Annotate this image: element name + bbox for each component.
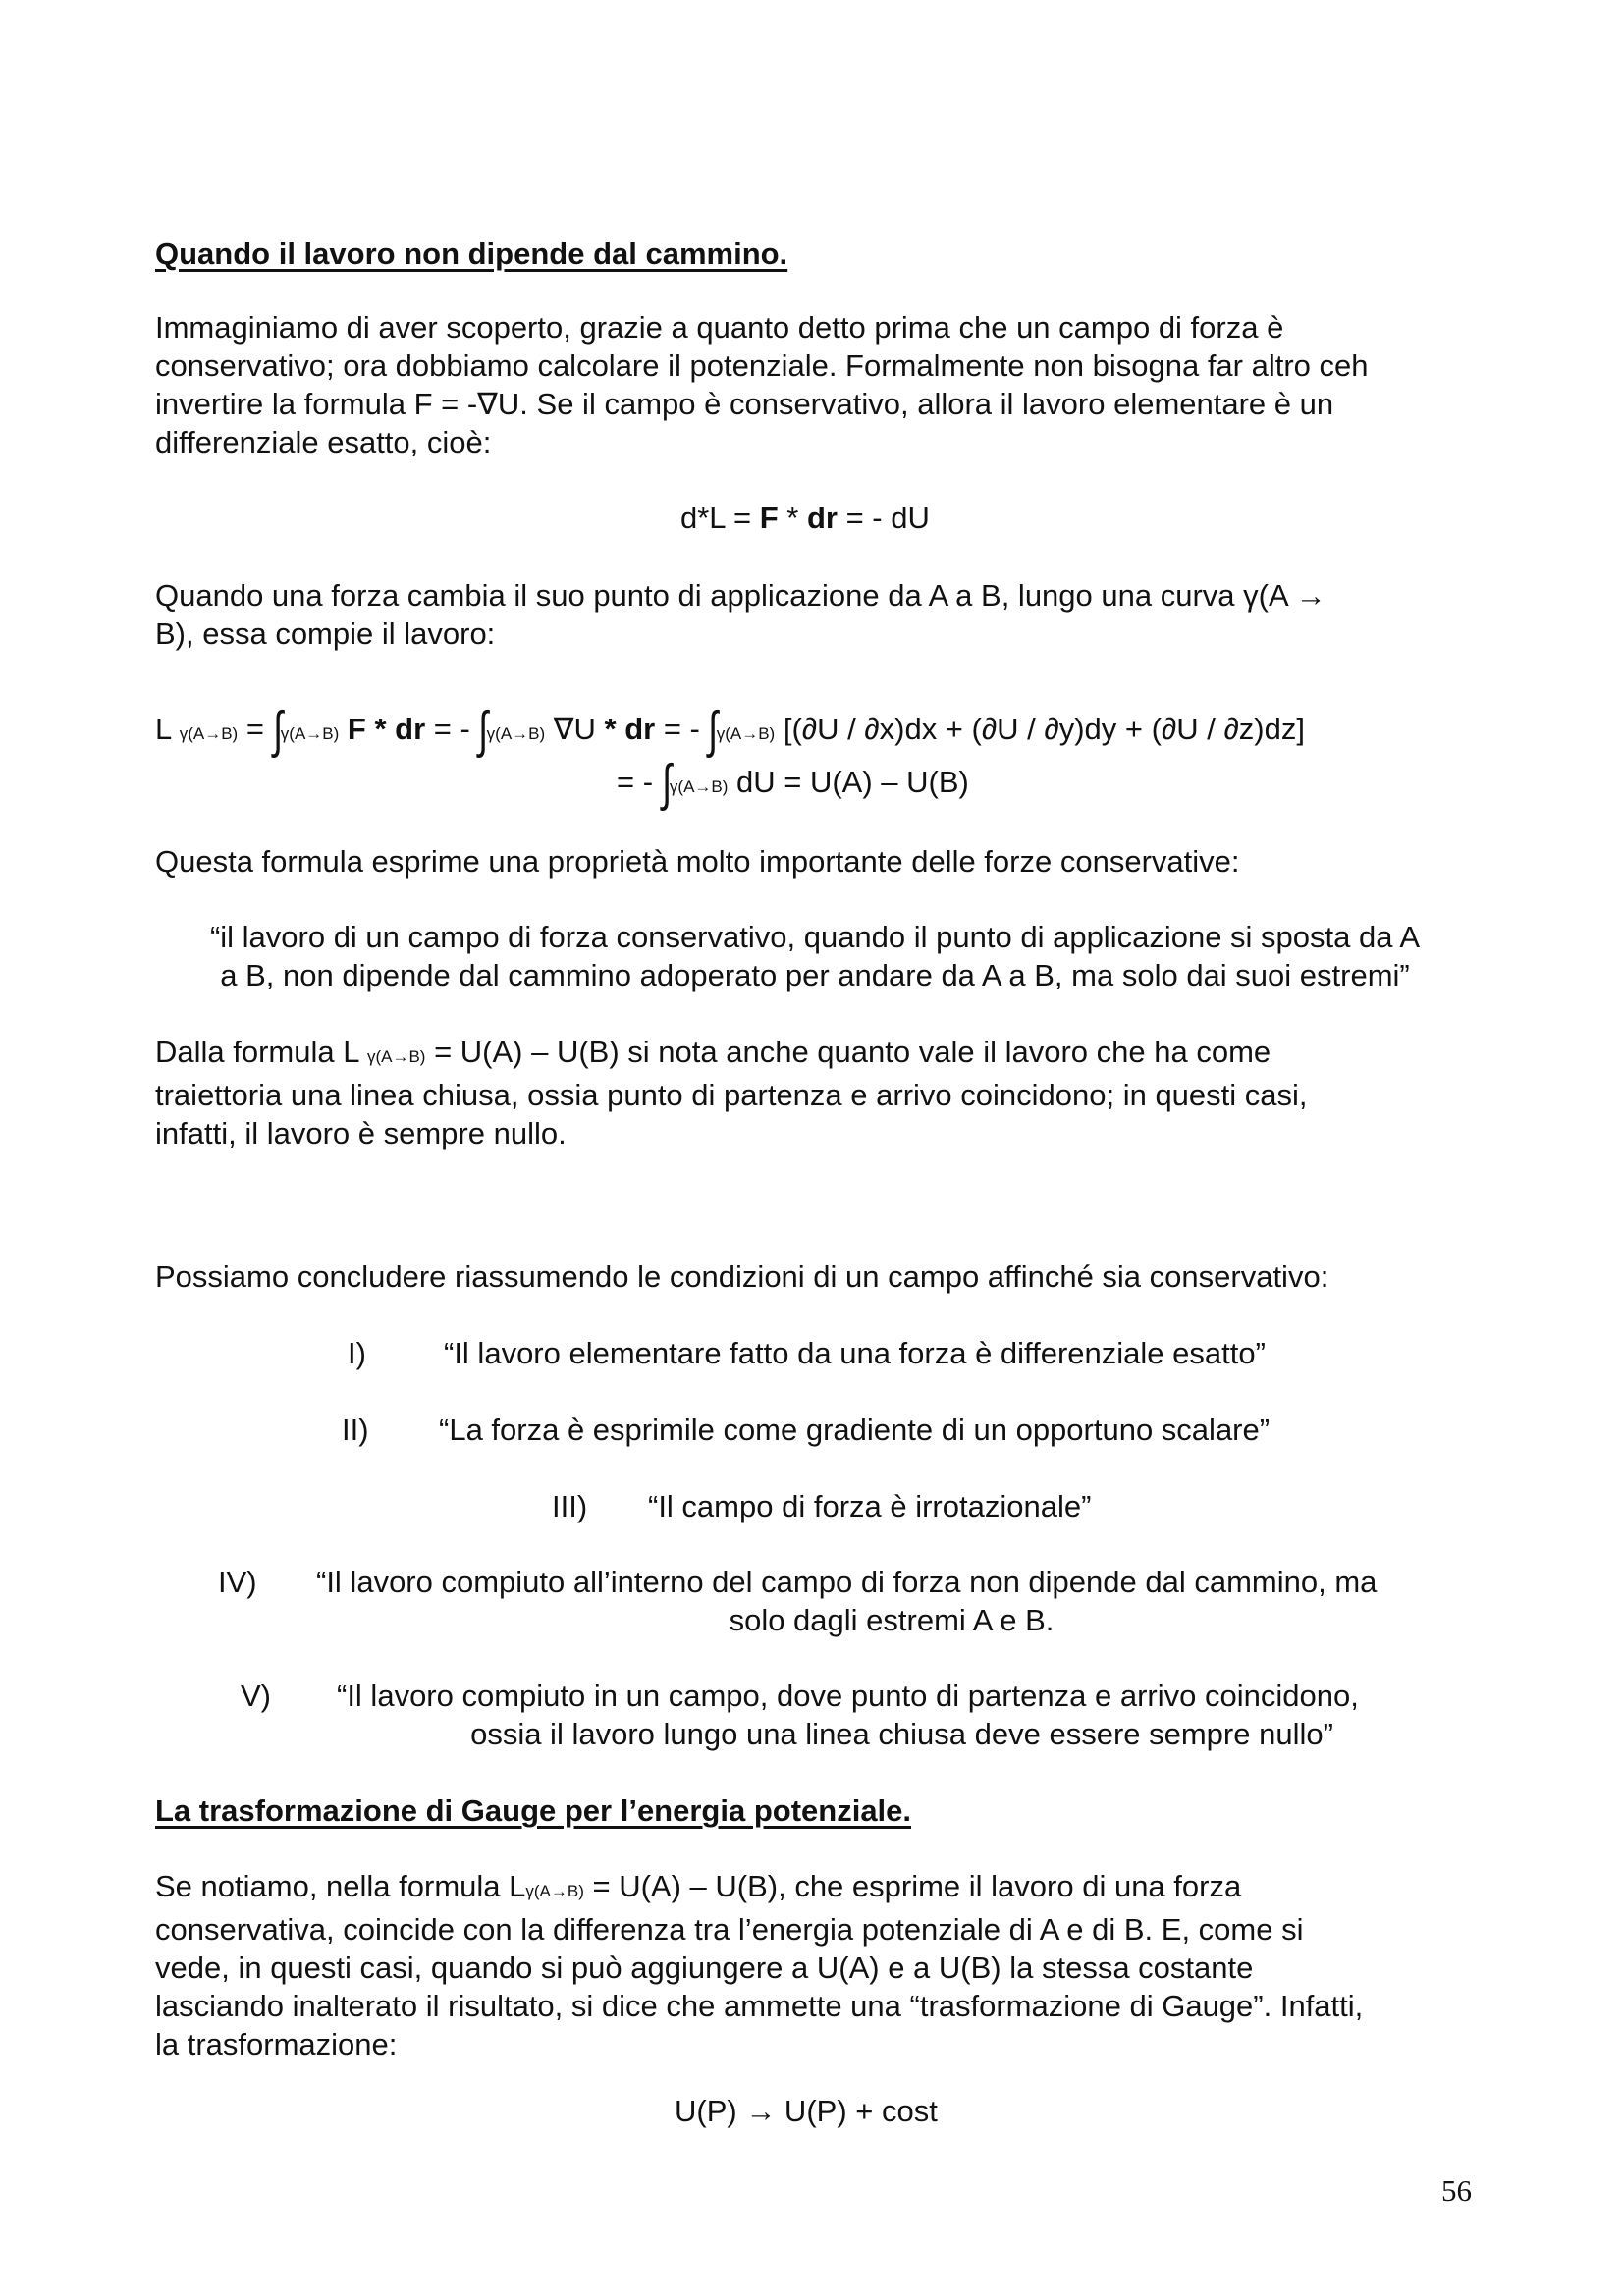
text-line: a B, non dipende dal cammino adoperato per andare da A a B, ma solo dai suoi estremi” [220, 958, 1410, 992]
equation-work-integral: L γ(A→B) = ∫γ(A→B) F * dr = - ∫γ(A→B) ∇U * dr = - ∫γ(A→B) [(∂U / ∂x)dx + (∂U / ∂y)dy + (∂U / ∂z)dz] [155, 702, 1305, 759]
condition-number: V) [241, 1679, 271, 1713]
closed-path-paragraph [155, 1033, 1476, 1152]
condition-text: “Il lavoro compiuto in un campo, dove punto di partenza e arrivo coincidono, [337, 1679, 1359, 1713]
text-line: conservativa, coincide con la differenza tra l’energia potenziale di A e di B. E, come si [155, 1912, 1304, 1947]
text-line: Se notiamo, nella formula Lγ(A→B) = U(A) – U(B), che esprime il lavoro di una forza [155, 1869, 1242, 1903]
condition-number: III) [552, 1489, 588, 1523]
text-line: lasciando inalterato il risultato, si dice che ammette una “trasformazione di Gauge”. Infatti, [155, 1989, 1364, 2023]
condition-text: “Il lavoro compiuto all’interno del campo di forza non dipende dal cammino, ma [316, 1565, 1378, 1599]
text-line: “il lavoro di un campo di forza conservativo, quando il punto di applicazione si sposta da A [209, 920, 1421, 954]
text-line: conservativo; ora dobbiamo calcolare il potenziale. Formalmente non bisogna far altro ceh [155, 348, 1369, 383]
section-heading: Quando il lavoro non dipende dal cammino. [155, 237, 788, 271]
integral-sign: ∫ [478, 702, 489, 759]
equation-gauge-transformation: U(P) → U(P) + cost [675, 2094, 938, 2128]
condition-number: I) [348, 1336, 366, 1370]
curve-paragraph [155, 576, 1476, 653]
condition-number: II) [342, 1413, 369, 1447]
condition-text-continued: solo dagli estremi A e B. [729, 1603, 1055, 1637]
text-line: Immaginiamo di aver scoperto, grazie a quanto detto prima che un campo di forza è [155, 310, 1284, 345]
text-line: Dalla formula L γ(A→B) = U(A) – U(B) si nota anche quanto vale il lavoro che ha come [155, 1035, 1271, 1069]
integral-sign: ∫ [272, 702, 283, 759]
intro-paragraph [155, 308, 1476, 461]
section-heading: La trasformazione di Gauge per l’energia potenziale. [155, 1793, 912, 1828]
property-intro: Questa formula esprime una proprietà molto importante delle forze conservative: [155, 844, 1240, 879]
text-line: infatti, il lavoro è sempre nullo. [155, 1116, 567, 1150]
condition-text-continued: ossia il lavoro lungo una linea chiusa deve essere sempre nullo” [470, 1717, 1333, 1751]
integral-sign: ∫ [708, 702, 719, 759]
gauge-paragraph [155, 1867, 1476, 2063]
text-line: traiettoria una linea chiusa, ossia punto di partenza e arrivo coincidono; in questi casi, [155, 1078, 1308, 1112]
conditions-intro: Possiamo concludere riassumendo le condizioni di un campo affinché sia conservativo: [155, 1259, 1329, 1294]
condition-text: “Il lavoro elementare fatto da una forza è differenziale esatto” [444, 1336, 1266, 1370]
condition-text: “La forza è esprimile come gradiente di un opportuno scalare” [439, 1413, 1271, 1447]
text-line: invertire la formula F = -∇U. Se il campo è conservativo, allora il lavoro elementare è un [155, 387, 1334, 421]
equation-work-integral-result: = - ∫γ(A→B) dU = U(A) – U(B) [617, 755, 969, 812]
text-line: differenziale esatto, cioè: [155, 425, 492, 459]
text-line: la trasformazione: [155, 2027, 398, 2061]
property-quote [152, 918, 1478, 994]
condition-text: “Il campo di forza è irrotazionale” [648, 1489, 1092, 1523]
text-line: Quando una forza cambia il suo punto di applicazione da A a B, lungo una curva γ(A → [155, 578, 1326, 613]
integral-sign: ∫ [661, 755, 672, 812]
equation-work-differential: d*L = F * dr = - dU [680, 501, 930, 535]
text-line: B), essa compie il lavoro: [155, 616, 496, 651]
text-line: vede, in questi casi, quando si può aggiungere a U(A) e a U(B) la stessa costante [155, 1950, 1254, 1985]
page-number: 56 [1441, 2173, 1472, 2208]
condition-number: IV) [218, 1565, 257, 1599]
